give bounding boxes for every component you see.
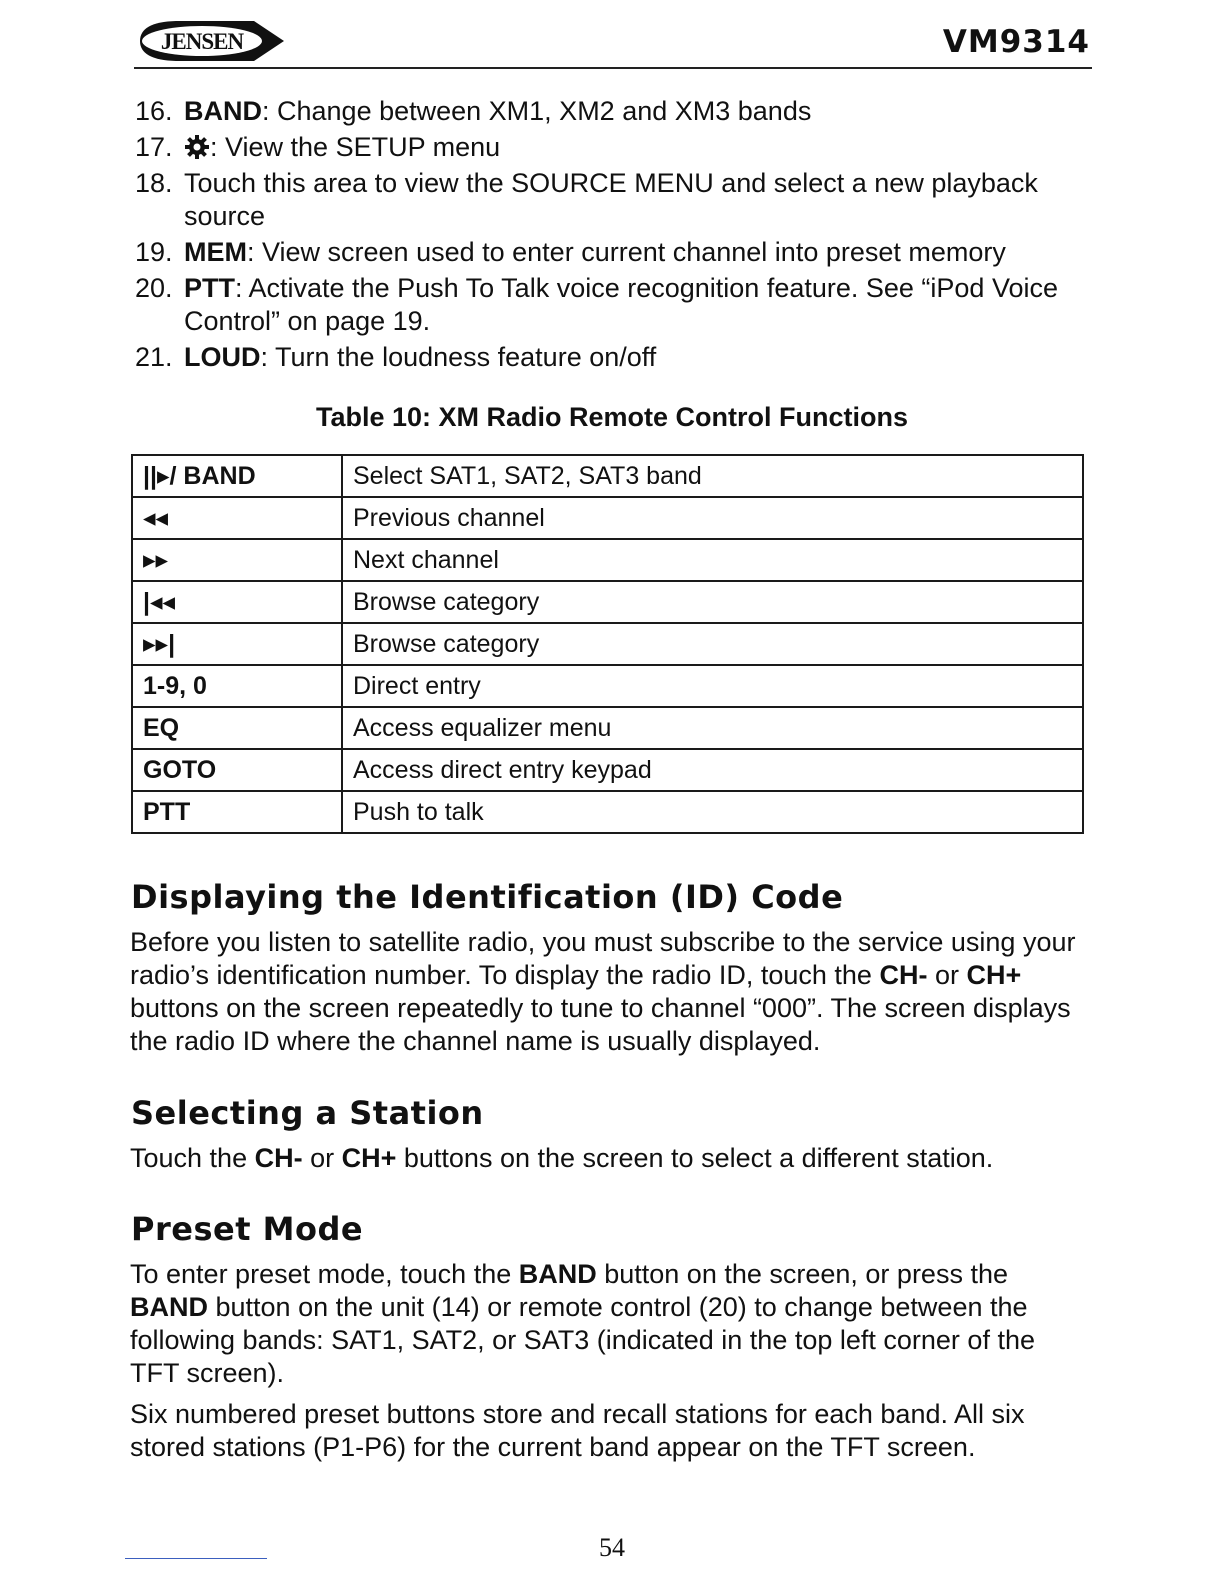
- gear-icon: [184, 134, 210, 160]
- table-row: [132, 539, 1083, 581]
- table-key: ▸▸: [132, 539, 342, 581]
- list-text: : Activate the Push To Talk voice recognition feature. See “iPod Voice Control” on page 19.: [184, 273, 1058, 336]
- numbered-list: [135, 95, 1085, 377]
- list-text: Touch this area to view the SOURCE MENU and select a new playback source: [184, 168, 1038, 231]
- list-number: 18.: [135, 168, 173, 198]
- list-text: : Change between XM1, XM2 and XM3 bands: [262, 96, 812, 126]
- list-term: MEM: [184, 237, 247, 267]
- table-key: |◂◂: [132, 581, 342, 623]
- table-key: 1-9, 0: [132, 665, 342, 707]
- list-term: BAND: [184, 96, 262, 126]
- body-bold: CH-: [254, 1143, 303, 1173]
- page-number: 54: [599, 1533, 625, 1562]
- body-text: Before you listen to satellite radio, you must subscribe to the service using your radio’s identification number. To display the radio ID, touch the: [130, 927, 1076, 990]
- table-value: Access direct entry keypad: [342, 749, 1083, 791]
- section-heading-preset: Preset Mode: [131, 1210, 364, 1248]
- list-text: : Turn the loudness feature on/off: [260, 342, 657, 372]
- list-item: [135, 272, 1085, 338]
- list-item: [135, 131, 1085, 164]
- list-text: : View the SETUP menu: [210, 132, 501, 162]
- table-value: Direct entry: [342, 665, 1083, 707]
- section-heading-id-code: Displaying the Identification (ID) Code: [131, 878, 844, 916]
- list-number: 20.: [135, 273, 173, 303]
- table-value: Browse category: [342, 623, 1083, 665]
- table-key: EQ: [132, 707, 342, 749]
- section-body-preset-2: Six numbered preset buttons store and recall stations for each band. All six stored stations (P1-P6) for the current band appear on the TFT screen.: [130, 1399, 1025, 1462]
- list-number: 17.: [135, 132, 173, 162]
- section-heading-selecting: Selecting a Station: [131, 1094, 484, 1132]
- table-value: Select SAT1, SAT2, SAT3 band: [342, 455, 1083, 497]
- table-row: [132, 749, 1083, 791]
- table-row: [132, 791, 1083, 833]
- body-text: button on the unit (14) or remote control (20) to change between the following bands: SAT1, SAT2, or SAT3 (indicated in the top left corner of the TFT screen).: [130, 1292, 1035, 1388]
- body-bold: BAND: [518, 1259, 597, 1289]
- body-text: Touch the: [130, 1143, 255, 1173]
- body-bold: CH+: [966, 960, 1022, 990]
- table-value: Access equalizer menu: [342, 707, 1083, 749]
- list-item: [135, 236, 1085, 269]
- logo-text: JENSEN: [160, 29, 244, 54]
- list-number: 16.: [135, 96, 173, 126]
- table-row: [132, 497, 1083, 539]
- table-row: [132, 707, 1083, 749]
- body-text: buttons on the screen repeatedly to tune to channel “000”. The screen displays the radio ID where the channel name is usually displayed.: [130, 993, 1071, 1056]
- list-number: 21.: [135, 342, 173, 372]
- body-bold: CH+: [341, 1143, 397, 1173]
- table-row: [132, 665, 1083, 707]
- jensen-logo: [136, 16, 286, 66]
- body-text: or: [927, 960, 967, 990]
- section-body-selecting: [130, 1142, 1080, 1175]
- list-item: [135, 167, 1085, 233]
- table-caption: Table 10: XM Radio Remote Control Functions: [315, 402, 909, 432]
- list-item: [135, 95, 1085, 128]
- footer-divider: [125, 1558, 267, 1559]
- table-key: ▸▸|: [132, 623, 342, 665]
- body-bold: BAND: [130, 1292, 208, 1322]
- list-item: [135, 341, 1085, 374]
- table-key: ||▸/ BAND: [132, 455, 342, 497]
- remote-control-table: [131, 454, 1084, 834]
- table-row: [132, 455, 1083, 497]
- body-bold: CH-: [879, 960, 928, 990]
- table-value: Browse category: [342, 581, 1083, 623]
- list-term: LOUD: [184, 342, 261, 372]
- table-row: [132, 581, 1083, 623]
- model-number: VM9314: [942, 24, 1090, 60]
- list-number: 19.: [135, 237, 173, 267]
- table-key: PTT: [132, 791, 342, 833]
- body-text: buttons on the screen to select a different station.: [396, 1143, 994, 1173]
- list-term: PTT: [184, 273, 235, 303]
- header-divider: [134, 67, 1092, 69]
- table-row: [132, 623, 1083, 665]
- table-key: ◂◂: [132, 497, 342, 539]
- body-text: To enter preset mode, touch the: [130, 1259, 519, 1289]
- body-text: button on the screen, or press the: [596, 1259, 1008, 1289]
- table-value: Next channel: [342, 539, 1083, 581]
- section-body-preset: [130, 1258, 1080, 1390]
- table-value: Push to talk: [342, 791, 1083, 833]
- section-body-id-code: [130, 926, 1080, 1058]
- body-text: or: [302, 1143, 342, 1173]
- list-text: : View screen used to enter current channel into preset memory: [247, 237, 1006, 267]
- table-value: Previous channel: [342, 497, 1083, 539]
- table-key: GOTO: [132, 749, 342, 791]
